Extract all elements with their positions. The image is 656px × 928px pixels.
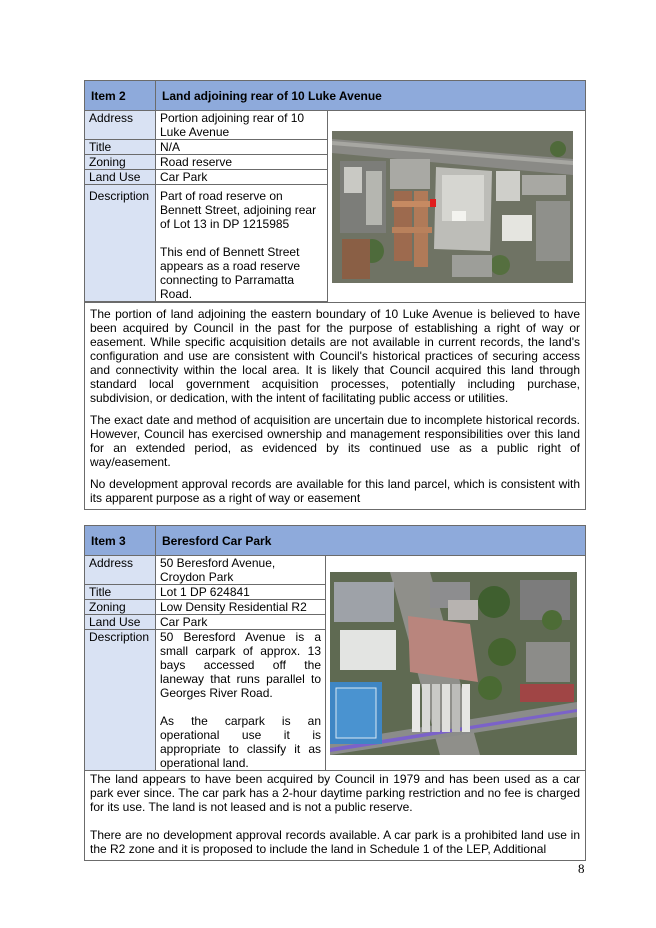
zoning-value: Low Density Residential R2 bbox=[156, 600, 326, 615]
land-use-value: Car Park bbox=[156, 615, 326, 630]
address-value: Portion adjoining rear of 10 Luke Avenue bbox=[156, 111, 328, 140]
description-label: Description bbox=[85, 630, 156, 771]
aerial-image-cell bbox=[328, 111, 586, 303]
item-body-text bbox=[85, 303, 586, 510]
description-value bbox=[156, 630, 326, 771]
description-paragraph-1: Part of road reserve on Bennett Street, adjoining rear of Lot 13 in DP 1215985 bbox=[160, 189, 317, 231]
body-paragraph-1: The portion of land adjoining the eastern boundary of 10 Luke Avenue is believed to have been acquired by Council in the past for the purpose of establishing a right of way or easement. While specific acquisition details are not available in current records, the land's configuration and use are consistent with Council's historical practices of securing access and connectivity within the local area. It is likely that Council acquired this land through standard local government acquisition processes, potentially including purchase, subdivision, or dedication, with the intent of facilitating public access or utilities. bbox=[90, 307, 581, 405]
address-label: Address bbox=[85, 111, 156, 140]
body-paragraph-2: The exact date and method of acquisition are uncertain due to incomplete historical records. However, Council has exercised ownership and management responsibilities over this land for an extended period, as evidenced by its continued use as a public right of way/easement. bbox=[90, 413, 581, 469]
title-label: Title bbox=[85, 140, 156, 155]
item-title: Land adjoining rear of 10 Luke Avenue bbox=[156, 81, 586, 111]
land-use-label: Land Use bbox=[85, 170, 156, 185]
address-value: 50 Beresford Avenue, Croydon Park bbox=[156, 556, 326, 585]
description-paragraph-2: As the carpark is an operational use it is appropriate to classify it as operational land. bbox=[160, 714, 321, 770]
zoning-label: Zoning bbox=[85, 155, 156, 170]
address-label: Address bbox=[85, 556, 156, 585]
aerial-image-cell bbox=[326, 556, 586, 771]
item-title: Beresford Car Park bbox=[156, 526, 586, 556]
item-body-text bbox=[85, 771, 586, 861]
description-paragraph-2: This end of Bennett Street appears as a road reserve connecting to Parramatta Road. bbox=[160, 245, 301, 301]
page-number: 8 bbox=[578, 861, 585, 876]
land-use-label: Land Use bbox=[85, 615, 156, 630]
zoning-value: Road reserve bbox=[156, 155, 328, 170]
body-paragraph-2: There are no development approval records available. A car park is a prohibited land use in the R2 zone and it is proposed to include the land in Schedule 1 of the LEP, Additional bbox=[90, 828, 581, 856]
land-use-value: Car Park bbox=[156, 170, 328, 185]
item-number: Item 2 bbox=[85, 81, 156, 111]
item-2-table bbox=[84, 80, 586, 510]
aerial-photo bbox=[332, 131, 573, 283]
item-number: Item 3 bbox=[85, 526, 156, 556]
title-value: Lot 1 DP 624841 bbox=[156, 585, 326, 600]
aerial-photo bbox=[330, 572, 577, 755]
description-value bbox=[156, 185, 328, 302]
zoning-label: Zoning bbox=[85, 600, 156, 615]
item-3-table bbox=[84, 525, 586, 861]
body-paragraph-1: The land appears to have been acquired by Council in 1979 and has been used as a car park ever since. The car park has a 2-hour daytime parking restriction and no fee is charged for its use. The land is not leased and is not a public reserve. bbox=[90, 772, 581, 814]
description-paragraph-1: 50 Beresford Avenue is a small carpark of approx. 13 bays accessed off the laneway that runs parallel to Georges River Road. bbox=[160, 630, 321, 700]
title-label: Title bbox=[85, 585, 156, 600]
title-value: N/A bbox=[156, 140, 328, 155]
description-label: Description bbox=[85, 185, 156, 302]
body-paragraph-3: No development approval records are available for this land parcel, which is consistent with its apparent purpose as a right of way or easement bbox=[90, 477, 581, 505]
